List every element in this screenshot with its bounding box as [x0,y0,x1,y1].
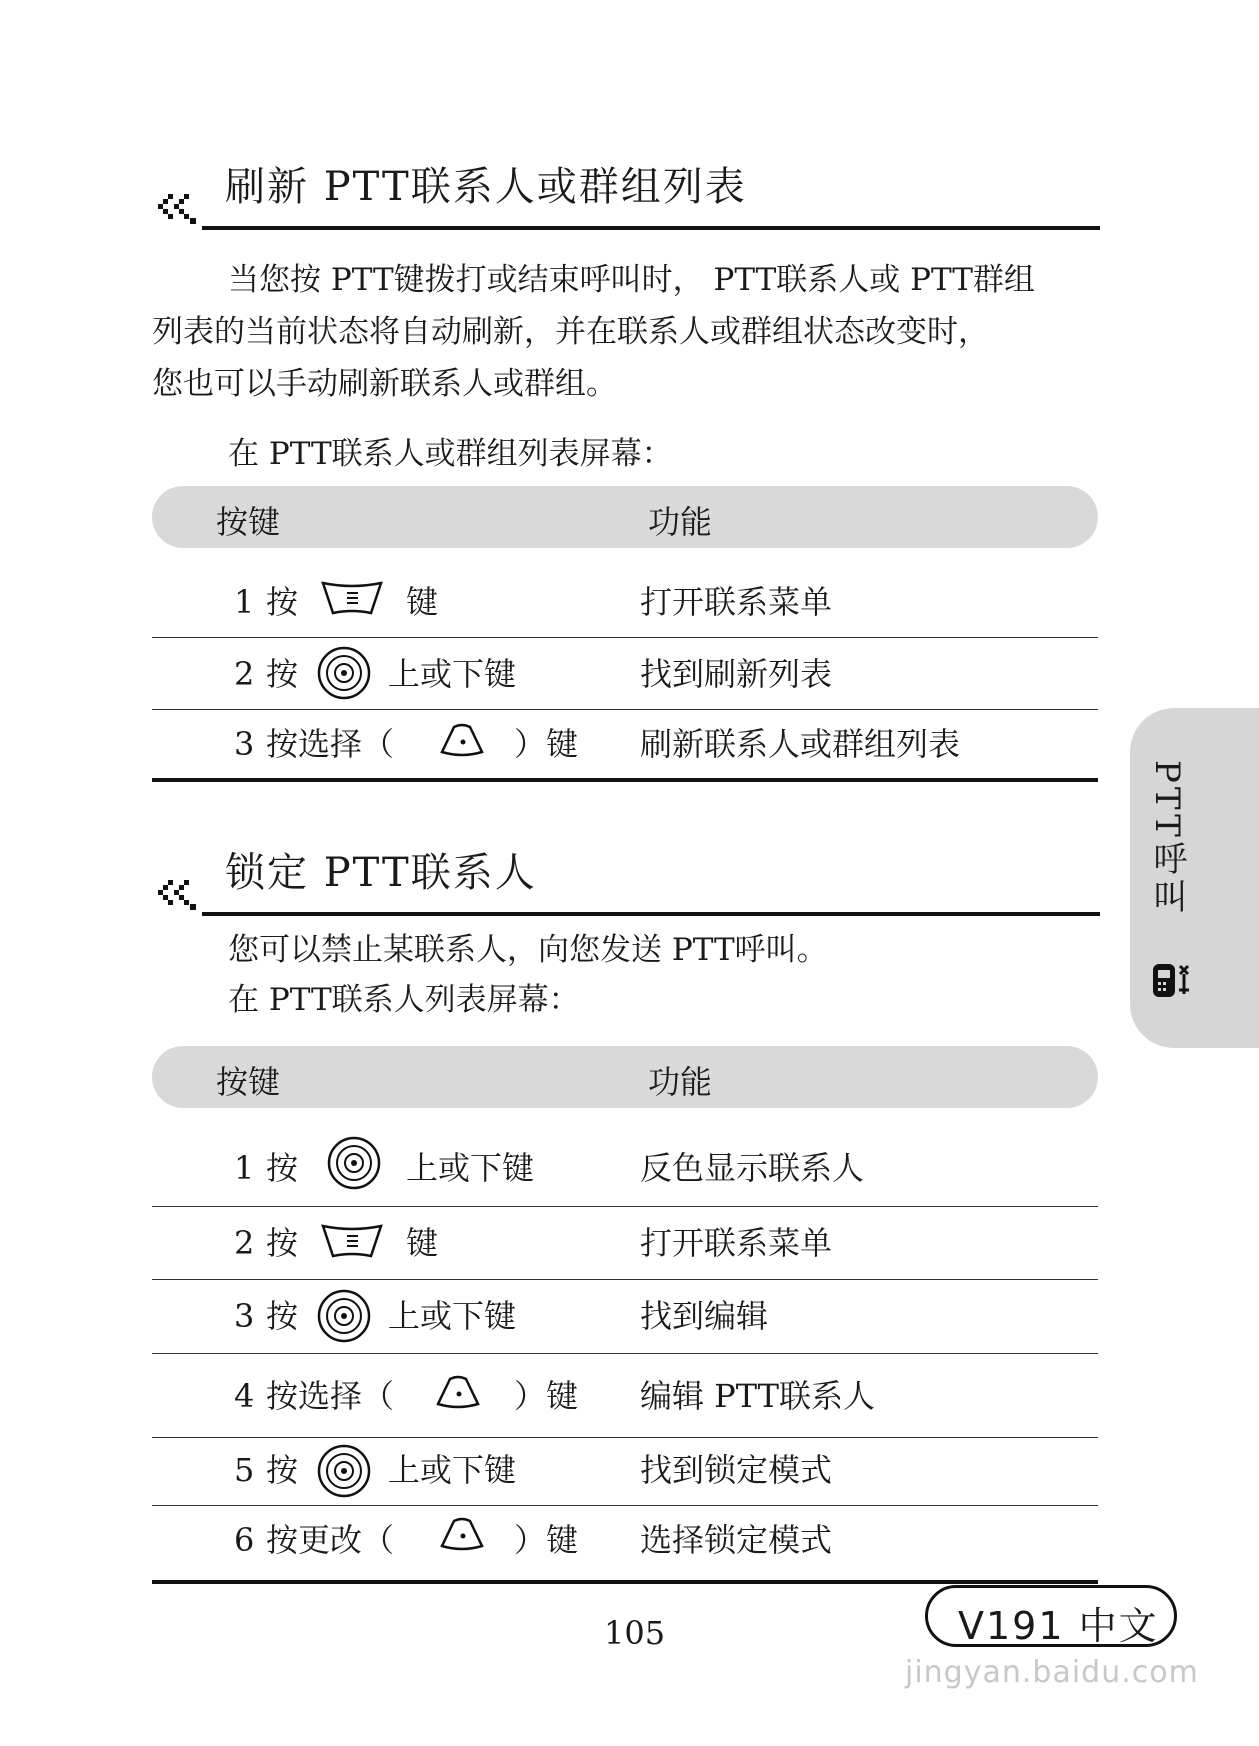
intro-line-2: 在 PTT联系人列表屏幕： [228,982,580,1018]
step-action: 按 [266,583,299,621]
step-function: 编辑 PTT联系人 [640,1377,875,1415]
table-row [152,1354,1098,1438]
step-number: 2 [234,655,255,693]
watermark: jingyan.baidu.com [905,1655,1199,1690]
step-number: 2 [234,1224,255,1262]
phone-tools-icon [1150,960,1196,1000]
step-action: 按选择（ [266,725,395,763]
table-header [152,1046,1098,1108]
double-chevron-icon [154,880,198,910]
step-key-label: 上或下键 [388,655,517,693]
table-row [152,1506,1098,1584]
step-number: 3 [234,725,255,763]
key-table-lock [152,1046,1098,1584]
step-number: 4 [234,1377,255,1415]
step-function: 刷新联系人或群组列表 [640,725,961,763]
step-function: 找到编辑 [640,1297,769,1335]
table-row [152,710,1098,782]
intro-line-2: 列表的当前状态将自动刷新，并在联系人或群组状态改变时， [152,314,989,350]
step-number: 6 [234,1521,255,1559]
step-number: 1 [234,1149,255,1187]
col-function-header: 功能 [648,1063,713,1101]
model-badge [925,1585,1177,1647]
heading-rule [202,226,1100,230]
step-function: 打开联系菜单 [640,1224,833,1262]
step-number: 1 [234,583,255,621]
key-table-refresh [152,486,1098,782]
step-key-label: 上或下键 [388,1451,517,1489]
step-action: 按更改（ [266,1521,395,1559]
table-row [152,1207,1098,1280]
section-heading-lock [150,836,1100,916]
table-row [152,1438,1098,1506]
nav-key-icon [316,1443,372,1499]
model-label: V191 中文 [958,1604,1159,1648]
step-function: 选择锁定模式 [640,1521,833,1559]
intro-line-3: 您也可以手动刷新联系人或群组。 [152,366,617,402]
table-row [152,564,1098,638]
nav-key-icon [316,645,372,701]
step-function: 打开联系菜单 [640,583,833,621]
menu-key-icon [320,1221,384,1261]
section-title: 锁定 PTT联系人 [225,850,537,896]
step-key-label: 键 [406,583,439,621]
select-key-icon [438,1516,486,1554]
table-row [152,638,1098,710]
step-action: 按 [266,1297,299,1335]
table-row [152,1130,1098,1207]
step-function: 找到刷新列表 [640,655,833,693]
step-number: 5 [234,1451,255,1489]
step-key-label: 上或下键 [406,1149,535,1187]
step-key-label: 键 [406,1224,439,1262]
chapter-label: PTT呼叫 [1147,760,1187,917]
step-key-label: ）键 [514,1521,579,1559]
step-action: 按选择（ [266,1377,395,1415]
step-action: 按 [266,1224,299,1262]
step-action: 按 [266,1451,299,1489]
step-function: 找到锁定模式 [640,1451,833,1489]
table-row [152,1280,1098,1354]
select-key-icon [434,1374,482,1412]
col-key-header: 按键 [216,503,281,541]
page-number: 105 [604,1614,666,1652]
section-title: 刷新 PTT联系人或群组列表 [225,164,747,210]
select-key-icon [438,722,486,760]
screen-label: 在 PTT联系人或群组列表屏幕： [228,436,673,472]
step-number: 3 [234,1297,255,1335]
menu-key-icon [320,578,384,618]
step-key-label: 上或下键 [388,1297,517,1335]
step-action: 按 [266,655,299,693]
col-function-header: 功能 [648,503,713,541]
step-action: 按 [266,1149,299,1187]
double-chevron-icon [154,194,198,224]
intro-line-1: 当您按 PTT键拨打或结束呼叫时， PTT联系人或 PTT群组 [228,262,1035,298]
step-key-label: ）键 [514,725,579,763]
col-key-header: 按键 [216,1063,281,1101]
heading-rule [202,912,1100,916]
table-header [152,486,1098,548]
step-key-label: ）键 [514,1377,579,1415]
nav-key-icon [326,1135,382,1191]
step-function: 反色显示联系人 [640,1149,865,1187]
nav-key-icon [316,1288,372,1344]
section-heading-refresh [150,150,1100,230]
intro-line-1: 您可以禁止某联系人，向您发送 PTT呼叫。 [228,932,828,968]
